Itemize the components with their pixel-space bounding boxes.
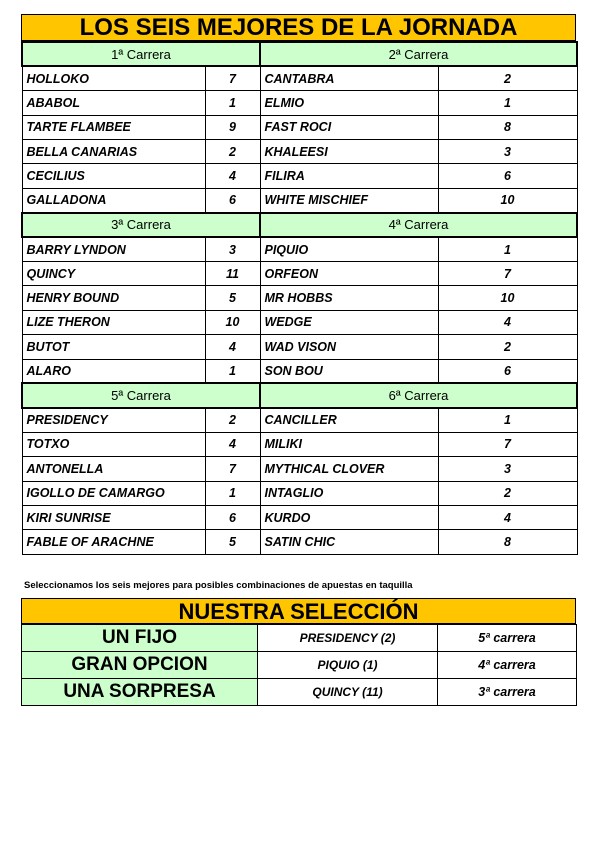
horse-name: BELLA CANARIAS bbox=[22, 140, 205, 164]
horse-number: 1 bbox=[205, 359, 260, 383]
horse-number: 9 bbox=[205, 115, 260, 139]
horse-name: KHALEESI bbox=[260, 140, 438, 164]
horse-number: 3 bbox=[205, 237, 260, 261]
table-row bbox=[22, 262, 577, 286]
horse-number: 7 bbox=[205, 66, 260, 90]
horse-name: ANTONELLA bbox=[22, 457, 205, 481]
race-header: 2ª Carrera bbox=[260, 42, 577, 66]
table-row bbox=[22, 530, 577, 554]
horse-name: BUTOT bbox=[22, 335, 205, 359]
horse-number: 1 bbox=[438, 237, 577, 261]
table-row bbox=[22, 237, 577, 261]
horse-number: 10 bbox=[438, 188, 577, 212]
horse-name: FAST ROCI bbox=[260, 115, 438, 139]
selection-race: 4ª carrera bbox=[438, 652, 577, 679]
race-header: 5ª Carrera bbox=[22, 383, 260, 407]
horse-name: TOTXO bbox=[22, 432, 205, 456]
horse-name: MILIKI bbox=[260, 432, 438, 456]
table-row bbox=[22, 359, 577, 383]
horse-number: 4 bbox=[438, 310, 577, 334]
horse-name: WAD VISON bbox=[260, 335, 438, 359]
horse-number: 4 bbox=[205, 164, 260, 188]
horse-number: 10 bbox=[438, 286, 577, 310]
race-header: 1ª Carrera bbox=[22, 42, 260, 66]
horse-number: 8 bbox=[438, 530, 577, 554]
selection-label: GRAN OPCION bbox=[22, 652, 258, 679]
selection-label: UN FIJO bbox=[22, 625, 258, 652]
horse-name: SON BOU bbox=[260, 359, 438, 383]
horse-name: INTAGLIO bbox=[260, 481, 438, 505]
horse-number: 2 bbox=[438, 66, 577, 90]
horse-name: FILIRA bbox=[260, 164, 438, 188]
table-row bbox=[22, 286, 577, 310]
race-header-row bbox=[22, 383, 577, 407]
race-header: 3ª Carrera bbox=[22, 213, 260, 237]
horse-name: GALLADONA bbox=[22, 188, 205, 212]
horse-name: TARTE FLAMBEE bbox=[22, 115, 205, 139]
horse-name: ELMIO bbox=[260, 91, 438, 115]
table-row bbox=[22, 140, 577, 164]
horse-name: BARRY LYNDON bbox=[22, 237, 205, 261]
horse-number: 1 bbox=[205, 91, 260, 115]
table-row bbox=[22, 457, 577, 481]
horse-number: 2 bbox=[438, 481, 577, 505]
horse-number: 7 bbox=[438, 432, 577, 456]
horse-name: PIQUIO bbox=[260, 237, 438, 261]
selection-title: NUESTRA SELECCIÓN bbox=[21, 598, 576, 624]
selection-race: 3ª carrera bbox=[438, 679, 577, 706]
table-row bbox=[22, 66, 577, 90]
selection-label: UNA SORPRESA bbox=[22, 679, 258, 706]
horse-name: QUINCY bbox=[22, 262, 205, 286]
selection-race: 5ª carrera bbox=[438, 625, 577, 652]
horse-name: CANCILLER bbox=[260, 408, 438, 432]
selection-table bbox=[21, 624, 577, 706]
horse-name: CECILIUS bbox=[22, 164, 205, 188]
horse-number: 1 bbox=[205, 481, 260, 505]
horse-name: ABABOL bbox=[22, 91, 205, 115]
horse-name: MR HOBBS bbox=[260, 286, 438, 310]
horse-name: KIRI SUNRISE bbox=[22, 505, 205, 529]
horse-name: WHITE MISCHIEF bbox=[260, 188, 438, 212]
race-header: 6ª Carrera bbox=[260, 383, 577, 407]
horse-name: FABLE OF ARACHNE bbox=[22, 530, 205, 554]
table-row bbox=[22, 335, 577, 359]
horse-number: 4 bbox=[205, 432, 260, 456]
horse-name: ORFEON bbox=[260, 262, 438, 286]
horse-name: KURDO bbox=[260, 505, 438, 529]
table-row bbox=[22, 481, 577, 505]
table-row bbox=[22, 310, 577, 334]
horse-number: 4 bbox=[438, 505, 577, 529]
horse-number: 2 bbox=[205, 408, 260, 432]
horse-name: IGOLLO DE CAMARGO bbox=[22, 481, 205, 505]
horse-number: 3 bbox=[438, 457, 577, 481]
horse-number: 6 bbox=[438, 164, 577, 188]
horse-number: 4 bbox=[205, 335, 260, 359]
horse-number: 5 bbox=[205, 286, 260, 310]
page-title: LOS SEIS MEJORES DE LA JORNADA bbox=[21, 14, 576, 41]
horse-number: 11 bbox=[205, 262, 260, 286]
horse-number: 3 bbox=[438, 140, 577, 164]
horse-name: ALARO bbox=[22, 359, 205, 383]
selection-row bbox=[22, 652, 577, 679]
horse-number: 1 bbox=[438, 91, 577, 115]
horse-number: 6 bbox=[205, 505, 260, 529]
table-row bbox=[22, 164, 577, 188]
horse-name: LIZE THERON bbox=[22, 310, 205, 334]
horse-name: SATIN CHIC bbox=[260, 530, 438, 554]
horse-name: PRESIDENCY bbox=[22, 408, 205, 432]
selection-row bbox=[22, 625, 577, 652]
selection-pick: PRESIDENCY (2) bbox=[258, 625, 438, 652]
horse-name: WEDGE bbox=[260, 310, 438, 334]
horse-number: 8 bbox=[438, 115, 577, 139]
horse-name: MYTHICAL CLOVER bbox=[260, 457, 438, 481]
race-header: 4ª Carrera bbox=[260, 213, 577, 237]
horse-number: 2 bbox=[438, 335, 577, 359]
horse-number: 6 bbox=[205, 188, 260, 212]
horse-number: 7 bbox=[205, 457, 260, 481]
table-row bbox=[22, 115, 577, 139]
table-row bbox=[22, 432, 577, 456]
horse-number: 5 bbox=[205, 530, 260, 554]
horse-number: 10 bbox=[205, 310, 260, 334]
table-row bbox=[22, 505, 577, 529]
table-row bbox=[22, 188, 577, 212]
race-header-row bbox=[22, 213, 577, 237]
horse-name: HOLLOKO bbox=[22, 66, 205, 90]
selection-pick: QUINCY (11) bbox=[258, 679, 438, 706]
selection-row bbox=[22, 679, 577, 706]
selection-pick: PIQUIO (1) bbox=[258, 652, 438, 679]
horse-number: 2 bbox=[205, 140, 260, 164]
table-row bbox=[22, 408, 577, 432]
table-row bbox=[22, 91, 577, 115]
horse-name: HENRY BOUND bbox=[22, 286, 205, 310]
horse-name: CANTABRA bbox=[260, 66, 438, 90]
horse-number: 7 bbox=[438, 262, 577, 286]
selection-note: Seleccionamos los seis mejores para posibles combinaciones de apuestas en taquilla bbox=[24, 580, 413, 591]
race-header-row bbox=[22, 42, 577, 66]
horse-number: 6 bbox=[438, 359, 577, 383]
horse-number: 1 bbox=[438, 408, 577, 432]
races-table bbox=[21, 41, 578, 555]
